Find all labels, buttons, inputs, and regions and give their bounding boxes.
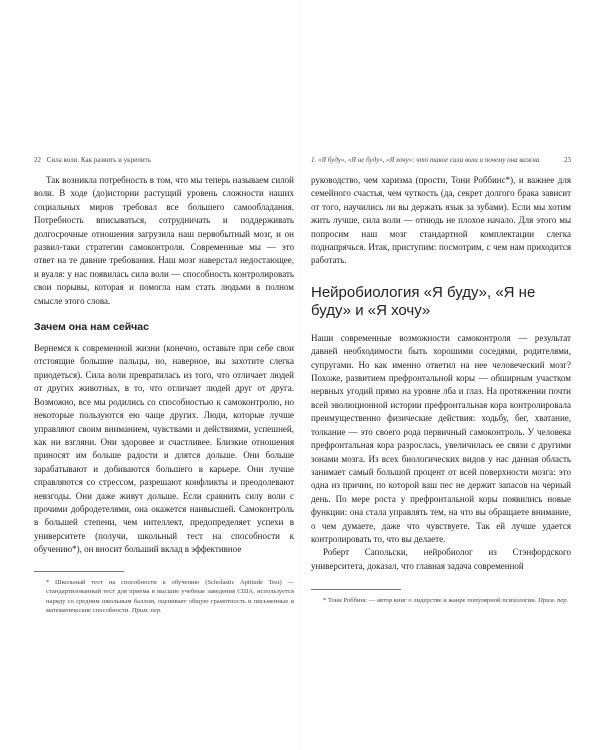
running-head-right: [311, 155, 571, 165]
right-page-body: [311, 174, 571, 573]
subheading: Зачем она нам сейчас: [34, 321, 149, 334]
footnote-text: * Тони Роббинс — автор книг о лидерстве и жанре популярной психологии.: [323, 597, 537, 605]
footnote-rule: [311, 589, 401, 590]
left-page-body: [34, 174, 294, 557]
paragraph: Так возникла потребность в том, что мы теперь называем силой воли. В ходе (до)истории растущий уровень сложности наших социальных миров требовал все большего самообладания. Потребность вписываться, сотрудничать и поддерживать долгосрочные отношения загрузила наш первобытный мозг, и он развил-таки стратегии самоконтроля. Современные мы — это ответ на те давние требования. Наш мозг наверстал недостающее, и вуаля: у нас появилась сила воли — способность контролировать свои порывы, которая и помогла нам стать людьми в полном смысле этого слова.: [34, 175, 294, 306]
footnote-source: Прим. пер.: [131, 607, 162, 615]
paragraph: руководство, чем харизма (прости, Тони Роббинс*), и важнее для семейного счастья, чем чуткость (да, секрет долгого брака зависит от того, научились ли вы держать язык за зубами). Если мы хотим жить лучше, сила воли — отнюдь не плохое начало. Для этого мы попросим наш мозг стандартной комплектации слегка поднапрячься. Итак, приступим: посмотрим, с чем нам приходится работать.: [311, 175, 571, 266]
footnote-right: [311, 589, 571, 606]
left-page: [34, 155, 294, 616]
running-head-title-left: Сила воли. Как развить и укрепить: [46, 156, 151, 164]
footnote-left: [34, 571, 294, 616]
paragraph: Вернемся к современной жизни (конечно, оставьте при себе свои отстоящие большие пальцы, но, наверное, вы захотите слегка приодеться). Сила воли превратилась из того, что отличает людей от других животных, в то, что отличает людей друг от друга. Возможно, все мы родились со способностью к самоконтролю, но некоторые пользуются ею чаще других. Люди, которые лучше управляют своим вниманием, чувствами и действиями, успешней, как ни взгляни. Они здоровее и счастливее. Близкие отношения приносят им больше радости и длятся дольше. Они больше зарабатывают и добиваются большего в карьере. Они лучше справляются со стрессом, разрешают конфликты и преодолевают невзгоды. Они даже живут дольше. Если сравнить силу воли с прочими добродетелями, она окажется наивысшей. Самоконтроль в большей степени, чем интеллект, предопределяет успехи в университете (получи, школьный тест на способности к обучению*), он вносит больший вклад в эффективное: [34, 343, 294, 555]
footnote-text: * Школьный тест на способности к обучению (Scholastic Aptitude Test) — стандартизованный тест для приема в высшие учебные заведения США, используется наряду со средним школьным баллом, оценивает общую грамотность и письменные и математические способности.: [46, 578, 294, 615]
paragraph: Наши современные возможности самоконтроля — результат давней необходимости быть хорошими соседями, родителями, супругами. Но как именно ответил на нее человеческий мозг? Похоже, развитием префронтальной коры — обширным участком нервных угодий прямо на уровне лба и глаз. На протяжении почти всей эволюционной истории префронтальная кора контролировала преимущественно физические действия: ходьбу, бег, хватание, толкание — это своего рода первичный самоконтроль. У человека префронтальная кора разрослась, увеличилась ее связи с другими зонами мозга. Из всех биологических видов у нас данная область занимает самый большой процент от всей поверхности мозга: это одна из причин, по которой ваш пес не держит запасов на черный день. По мере роста у префронтальной коры появились новые функции: она стала управлять тем, на что вы обращаете внимание, о чем думаете, даже что чувствуете. Так ей лучше удается контролировать то, что вы делаете.: [311, 332, 571, 544]
footnote-rule: [34, 571, 124, 572]
running-head-title-right: 1. «Я буду», «Я не буду», «Я хочу»: что такое сила воли и почему она важна: [311, 156, 540, 164]
page-number-right: 23: [564, 156, 571, 164]
section-heading: Нейробиология «Я буду», «Я не буду» и «Я хочу»: [311, 283, 536, 319]
footnote-source: Прим. пер.: [538, 597, 569, 605]
page-number-left: 22: [34, 156, 41, 164]
running-head-left: [34, 155, 294, 165]
paragraph: Роберт Сапольски, нейробиолог из Стэнфордского университета, доказал, что главная задача современной: [311, 547, 571, 571]
book-gutter: [300, 0, 301, 750]
right-page: [311, 155, 571, 606]
